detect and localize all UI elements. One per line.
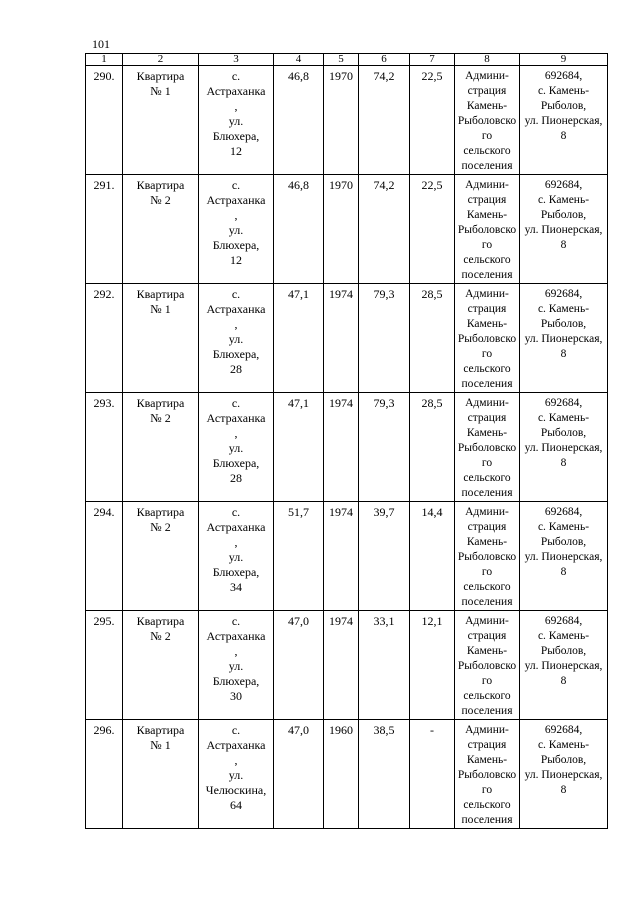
object-name-cell [123, 393, 199, 502]
address-line: Челюскина, [205, 783, 267, 797]
address-line: 30 [230, 689, 242, 703]
address-line: ул. [228, 659, 244, 673]
owner-line: страция [467, 739, 507, 751]
owner-line: Камень- [466, 645, 508, 657]
owner-line: Админи- [465, 615, 509, 627]
owner-line: Камень- [466, 100, 508, 112]
address-line: 28 [230, 471, 242, 485]
address-line: Астраханка [206, 193, 266, 207]
owner-line: Рыболовско [457, 115, 517, 127]
object-name-cell [123, 611, 199, 720]
address-line: Астраханка [206, 302, 266, 316]
object-address-cell [199, 611, 274, 720]
object-line: № 1 [150, 302, 171, 316]
object-line: № 2 [150, 629, 171, 643]
owner-line: Рыболовско [457, 442, 517, 454]
address-line: с. [231, 69, 241, 83]
owner-line: страция [467, 412, 507, 424]
value-cell-c7: 22,5 [410, 175, 455, 284]
owner_address-line: с. Камень- [537, 194, 590, 206]
object-address-cell [199, 66, 274, 175]
value-cell-c4: 46,8 [274, 175, 324, 284]
value-cell-c4: 51,7 [274, 502, 324, 611]
owner_address-line: 8 [560, 784, 567, 796]
owner-line: Админи- [465, 179, 509, 191]
owner-line: страция [467, 85, 507, 97]
value-cell-c6: 38,5 [359, 720, 410, 829]
owner_address-line: с. Камень- [537, 303, 590, 315]
object-line: № 2 [150, 193, 171, 207]
owner-line: сельского [463, 145, 511, 157]
value-cell-c5: 1974 [324, 393, 359, 502]
owner_address-line: Рыболов, [540, 754, 587, 766]
owner_address-line: Рыболов, [540, 100, 587, 112]
value-cell-c6: 74,2 [359, 66, 410, 175]
owner_address-line: с. Камень- [537, 630, 590, 642]
address-line: Астраханка [206, 411, 266, 425]
value-cell-c5: 1974 [324, 502, 359, 611]
owner-line: го [481, 457, 493, 469]
address-line: Астраханка [206, 738, 266, 752]
address-line: , [234, 753, 238, 767]
column-number-row [86, 54, 608, 66]
table-row [86, 66, 608, 175]
table-row [86, 611, 608, 720]
column-number: 6 [359, 54, 410, 66]
owner-line: го [481, 784, 493, 796]
column-number: 1 [86, 54, 123, 66]
column-number: 2 [123, 54, 199, 66]
owner-cell [455, 720, 520, 829]
column-number: 3 [199, 54, 274, 66]
owner_address-line: 692684, [544, 70, 583, 82]
address-line: ул. [228, 332, 244, 346]
value-cell-c7: 12,1 [410, 611, 455, 720]
object-line: Квартира [136, 396, 185, 410]
owner-line: сельского [463, 363, 511, 375]
owner-line: Админи- [465, 288, 509, 300]
object-line: № 1 [150, 738, 171, 752]
address-line: с. [231, 614, 241, 628]
owner-line: сельского [463, 799, 511, 811]
value-cell-c5: 1970 [324, 66, 359, 175]
owner-line: Камень- [466, 427, 508, 439]
table-row [86, 502, 608, 611]
address-line: с. [231, 723, 241, 737]
row-number-cell: 295. [86, 611, 123, 720]
owner-cell [455, 284, 520, 393]
owner-line: поселения [461, 160, 513, 172]
owner_address-line: 692684, [544, 615, 583, 627]
object-line: Квартира [136, 178, 185, 192]
address-line: , [234, 644, 238, 658]
address-line: Астраханка [206, 84, 266, 98]
owner_address-line: Рыболов, [540, 427, 587, 439]
address-line: , [234, 317, 238, 331]
address-line: 64 [230, 798, 242, 812]
value-cell-c7: 28,5 [410, 284, 455, 393]
owner-line: поселения [461, 596, 513, 608]
object-address-cell [199, 720, 274, 829]
address-line: Астраханка [206, 629, 266, 643]
value-cell-c6: 79,3 [359, 393, 410, 502]
object-name-cell [123, 284, 199, 393]
address-line: Блюхера, [212, 129, 260, 143]
value-cell-c7: - [410, 720, 455, 829]
address-line: , [234, 99, 238, 113]
owner-address-cell [520, 502, 608, 611]
owner-line: поселения [461, 269, 513, 281]
value-cell-c4: 47,1 [274, 284, 324, 393]
owner-line: Рыболовско [457, 224, 517, 236]
owner-line: го [481, 566, 493, 578]
owner_address-line: 692684, [544, 506, 583, 518]
owner-cell [455, 502, 520, 611]
row-number-cell: 292. [86, 284, 123, 393]
table-row [86, 175, 608, 284]
column-number: 9 [520, 54, 608, 66]
object-line: Квартира [136, 614, 185, 628]
property-registry-table [85, 53, 608, 829]
owner-cell [455, 175, 520, 284]
address-line: 12 [230, 144, 242, 158]
owner_address-line: с. Камень- [537, 85, 590, 97]
object-line: Квартира [136, 723, 185, 737]
address-line: с. [231, 505, 241, 519]
owner-line: страция [467, 303, 507, 315]
owner-line: сельского [463, 254, 511, 266]
value-cell-c6: 74,2 [359, 175, 410, 284]
object-address-cell [199, 393, 274, 502]
owner-line: сельского [463, 690, 511, 702]
owner_address-line: ул. Пионерская, [524, 769, 603, 781]
value-cell-c5: 1974 [324, 611, 359, 720]
owner_address-line: ул. Пионерская, [524, 551, 603, 563]
owner_address-line: с. Камень- [537, 521, 590, 533]
value-cell-c7: 28,5 [410, 393, 455, 502]
address-line: Блюхера, [212, 456, 260, 470]
object-name-cell [123, 175, 199, 284]
address-line: 34 [230, 580, 242, 594]
owner-line: Рыболовско [457, 660, 517, 672]
owner_address-line: с. Камень- [537, 412, 590, 424]
address-line: ул. [228, 223, 244, 237]
owner_address-line: 692684, [544, 724, 583, 736]
address-line: ул. [228, 550, 244, 564]
owner_address-line: Рыболов, [540, 536, 587, 548]
owner_address-line: ул. Пионерская, [524, 333, 603, 345]
owner-cell [455, 393, 520, 502]
owner-line: поселения [461, 705, 513, 717]
object-address-cell [199, 502, 274, 611]
object-line: Квартира [136, 505, 185, 519]
address-line: ул. [228, 441, 244, 455]
owner_address-line: 8 [560, 239, 567, 251]
owner-line: Рыболовско [457, 333, 517, 345]
row-number-cell: 293. [86, 393, 123, 502]
address-line: с. [231, 396, 241, 410]
owner-line: Админи- [465, 70, 509, 82]
owner-line: сельского [463, 472, 511, 484]
owner-line: сельского [463, 581, 511, 593]
column-number: 4 [274, 54, 324, 66]
owner_address-line: 8 [560, 675, 567, 687]
value-cell-c7: 14,4 [410, 502, 455, 611]
row-number-cell: 291. [86, 175, 123, 284]
owner-line: страция [467, 521, 507, 533]
owner-line: го [481, 675, 493, 687]
owner_address-line: ул. Пионерская, [524, 115, 603, 127]
owner_address-line: Рыболов, [540, 209, 587, 221]
owner_address-line: 8 [560, 566, 567, 578]
owner_address-line: ул. Пионерская, [524, 224, 603, 236]
owner_address-line: 692684, [544, 397, 583, 409]
address-line: Астраханка [206, 520, 266, 534]
owner-line: Админи- [465, 724, 509, 736]
owner-line: го [481, 239, 493, 251]
address-line: с. [231, 287, 241, 301]
owner_address-line: Рыболов, [540, 645, 587, 657]
table-row [86, 720, 608, 829]
owner-line: го [481, 348, 493, 360]
owner_address-line: 8 [560, 457, 567, 469]
object-line: № 2 [150, 520, 171, 534]
page-number: 101 [92, 37, 110, 51]
address-line: Блюхера, [212, 674, 260, 688]
column-number: 8 [455, 54, 520, 66]
owner_address-line: ул. Пионерская, [524, 442, 603, 454]
value-cell-c6: 79,3 [359, 284, 410, 393]
value-cell-c5: 1974 [324, 284, 359, 393]
value-cell-c7: 22,5 [410, 66, 455, 175]
object-name-cell [123, 720, 199, 829]
object-address-cell [199, 175, 274, 284]
address-line: с. [231, 178, 241, 192]
owner-address-cell [520, 66, 608, 175]
address-line: , [234, 535, 238, 549]
owner_address-line: 8 [560, 130, 567, 142]
owner-cell [455, 66, 520, 175]
owner-line: Админи- [465, 397, 509, 409]
owner-line: поселения [461, 378, 513, 390]
object-line: Квартира [136, 69, 185, 83]
owner-line: Камень- [466, 318, 508, 330]
owner_address-line: ул. Пионерская, [524, 660, 603, 672]
value-cell-c4: 47,0 [274, 720, 324, 829]
object-line: № 1 [150, 84, 171, 98]
address-line: ул. [228, 768, 244, 782]
owner_address-line: 8 [560, 348, 567, 360]
owner-line: поселения [461, 814, 513, 826]
object-line: Квартира [136, 287, 185, 301]
address-line: , [234, 208, 238, 222]
owner-address-cell [520, 284, 608, 393]
object-line: № 2 [150, 411, 171, 425]
address-line: Блюхера, [212, 238, 260, 252]
object-name-cell [123, 502, 199, 611]
owner-address-cell [520, 611, 608, 720]
address-line: , [234, 426, 238, 440]
owner-line: Рыболовско [457, 551, 517, 563]
row-number-cell: 294. [86, 502, 123, 611]
owner-line: Камень- [466, 209, 508, 221]
row-number-cell: 290. [86, 66, 123, 175]
owner-line: го [481, 130, 493, 142]
object-name-cell [123, 66, 199, 175]
address-line: 12 [230, 253, 242, 267]
value-cell-c5: 1970 [324, 175, 359, 284]
owner-line: страция [467, 630, 507, 642]
value-cell-c4: 47,0 [274, 611, 324, 720]
value-cell-c6: 33,1 [359, 611, 410, 720]
owner-line: Админи- [465, 506, 509, 518]
owner_address-line: Рыболов, [540, 318, 587, 330]
owner_address-line: 692684, [544, 288, 583, 300]
address-line: 28 [230, 362, 242, 376]
column-number: 5 [324, 54, 359, 66]
row-number-cell: 296. [86, 720, 123, 829]
owner-address-cell [520, 720, 608, 829]
address-line: Блюхера, [212, 565, 260, 579]
owner-line: Рыболовско [457, 769, 517, 781]
owner-line: страция [467, 194, 507, 206]
column-number: 7 [410, 54, 455, 66]
owner-cell [455, 611, 520, 720]
value-cell-c4: 46,8 [274, 66, 324, 175]
owner-address-cell [520, 175, 608, 284]
owner-line: поселения [461, 487, 513, 499]
owner_address-line: 692684, [544, 179, 583, 191]
owner-line: Камень- [466, 754, 508, 766]
owner_address-line: с. Камень- [537, 739, 590, 751]
owner-line: Камень- [466, 536, 508, 548]
table-row [86, 284, 608, 393]
object-address-cell [199, 284, 274, 393]
table-row [86, 393, 608, 502]
address-line: Блюхера, [212, 347, 260, 361]
address-line: ул. [228, 114, 244, 128]
value-cell-c6: 39,7 [359, 502, 410, 611]
value-cell-c5: 1960 [324, 720, 359, 829]
owner-address-cell [520, 393, 608, 502]
value-cell-c4: 47,1 [274, 393, 324, 502]
